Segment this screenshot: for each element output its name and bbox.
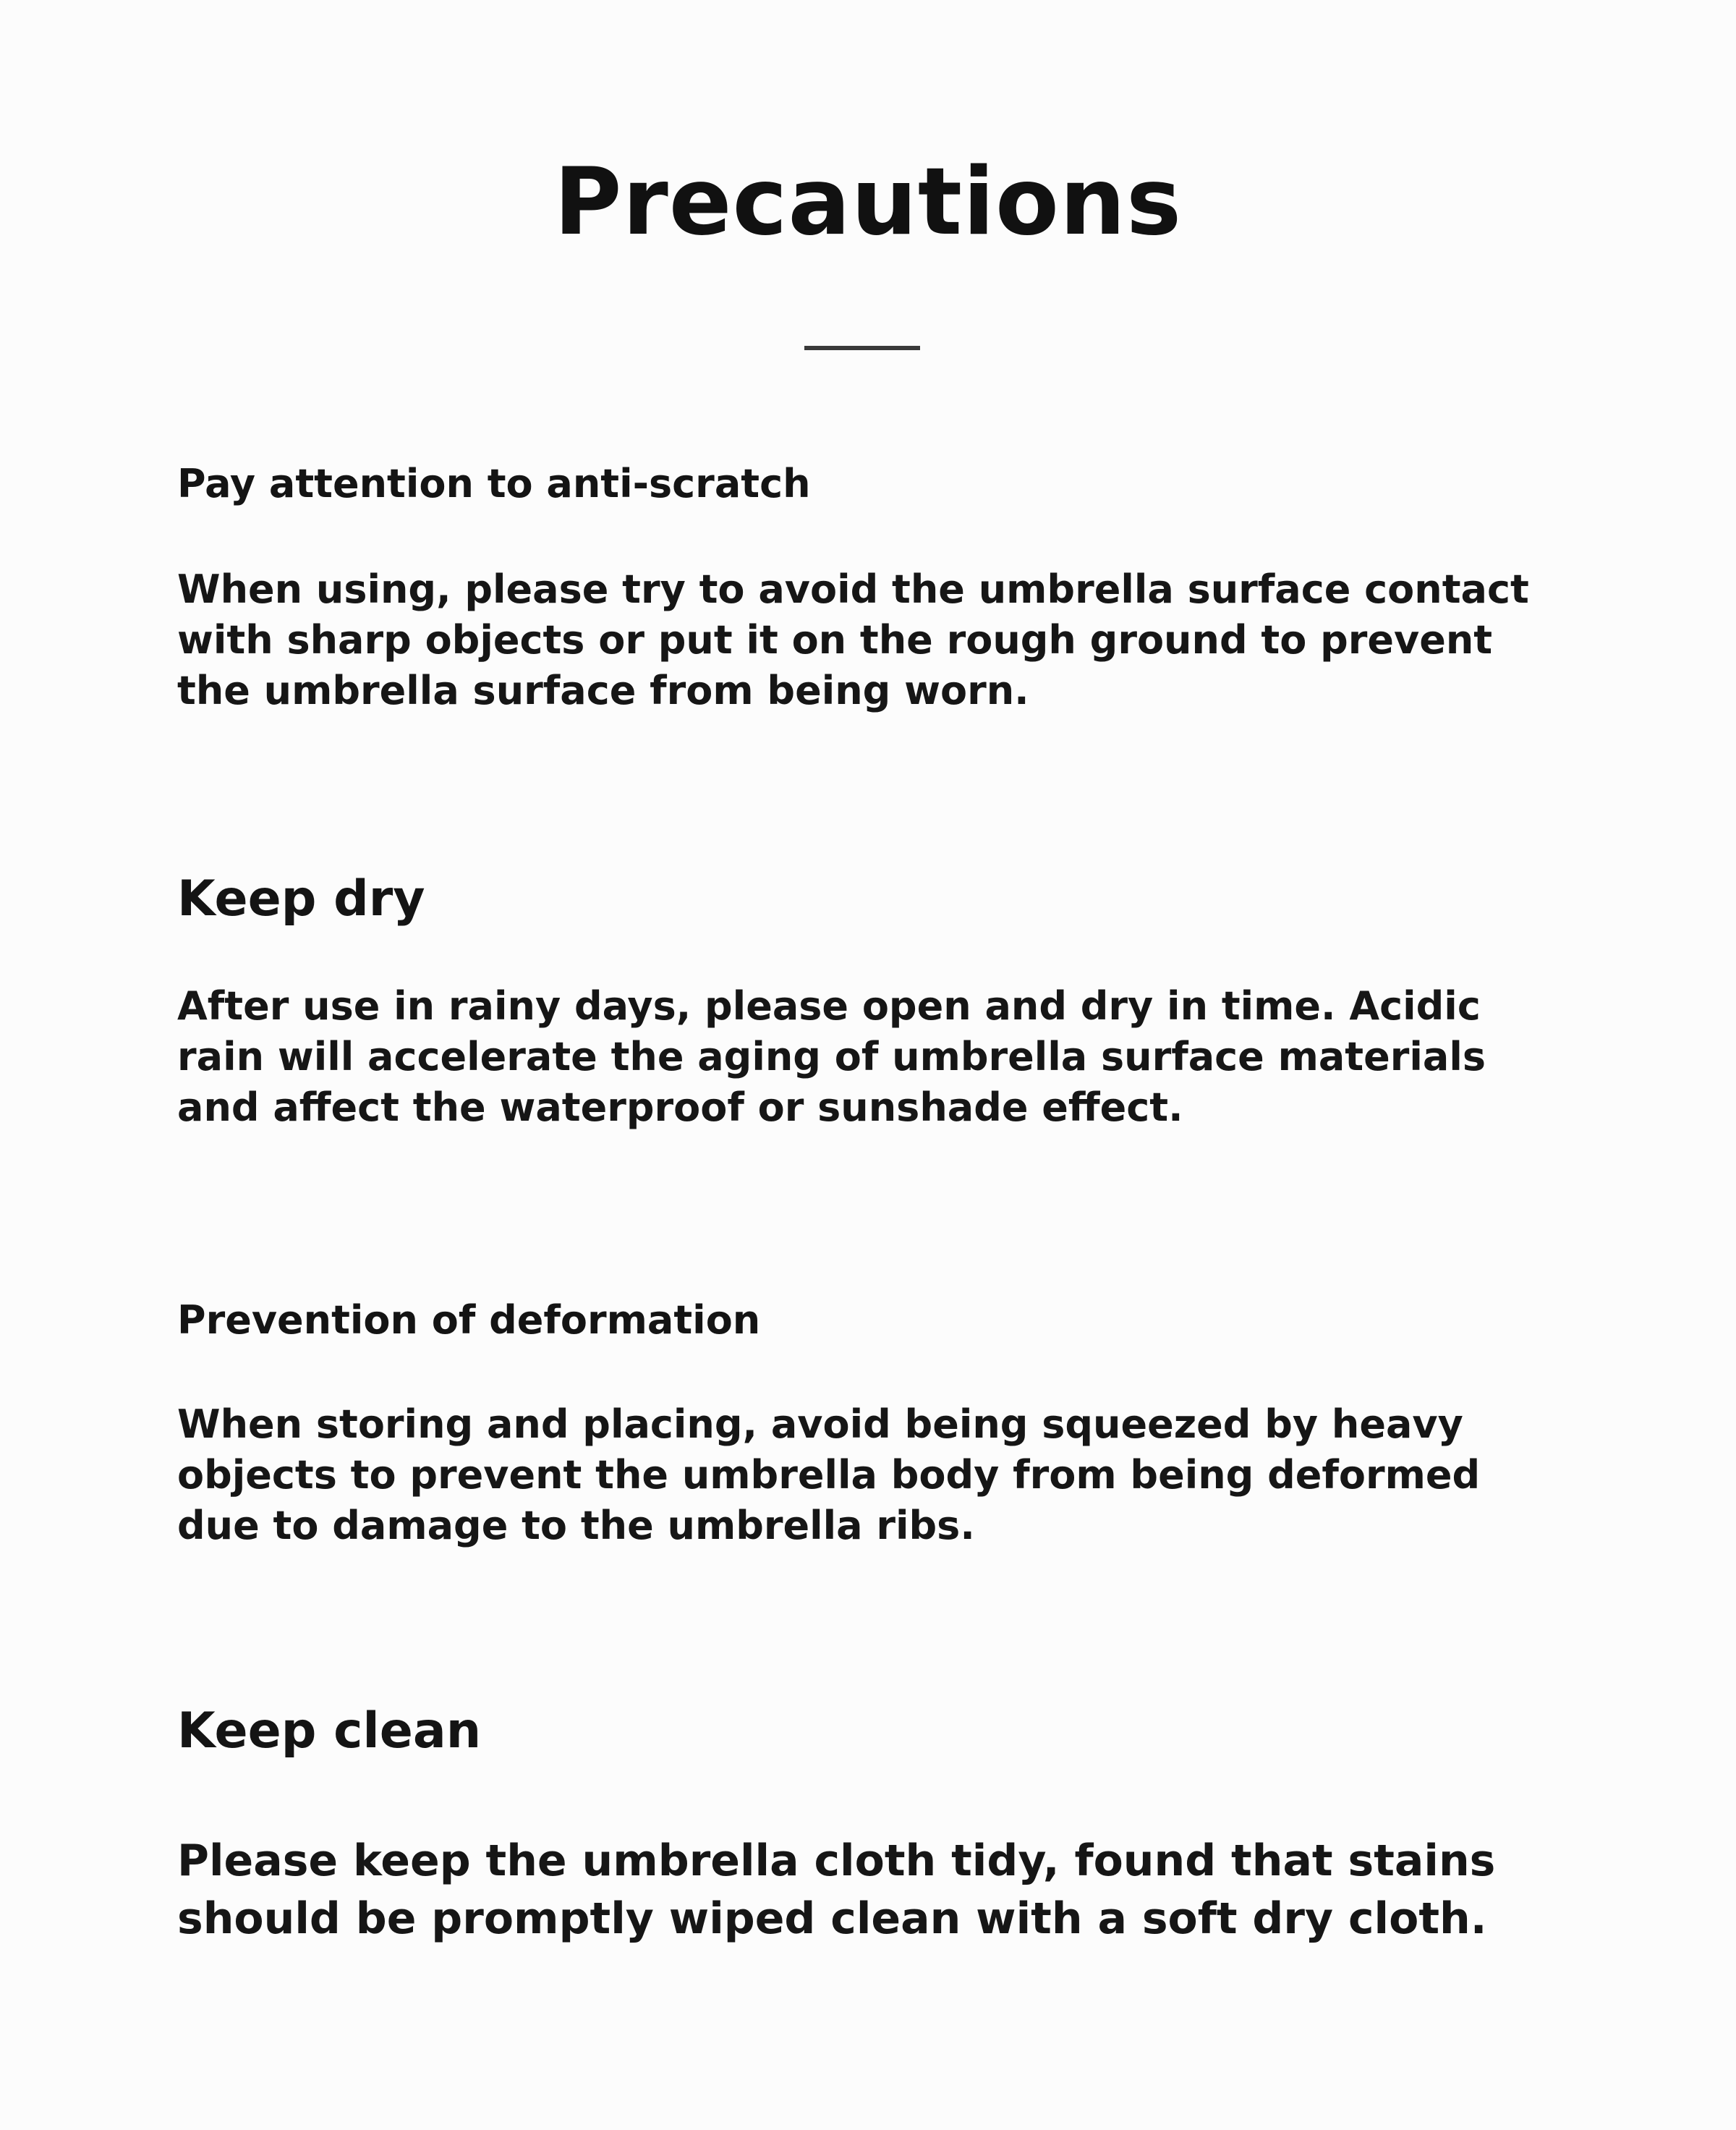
section-heading: Pay attention to anti-scratch bbox=[177, 461, 811, 506]
page-title: Precautions bbox=[553, 148, 1183, 256]
section-heading: Prevention of deformation bbox=[177, 1297, 761, 1343]
section-body: When using, please try to avoid the umbrella surface contact with sharp objects or put it on the rough ground to prevent the umbrella surface from being worn. bbox=[177, 567, 1529, 713]
section-body: Please keep the umbrella cloth tidy, found that stains should be promptly wiped clean with a soft dry cloth. bbox=[177, 1836, 1496, 1944]
section-body: When storing and placing, avoid being squeezed by heavy objects to prevent the umbrella body from being deformed due to damage to the umbrella ribs. bbox=[177, 1401, 1481, 1548]
section-body: After use in rainy days, please open and dry in time. Acidic rain will accelerate the aging of umbrella surface materials and affect the waterproof or sunshade effect. bbox=[177, 983, 1486, 1130]
section-heading: Keep clean bbox=[177, 1702, 482, 1760]
section-heading: Keep dry bbox=[177, 870, 425, 928]
title-divider bbox=[804, 346, 920, 350]
